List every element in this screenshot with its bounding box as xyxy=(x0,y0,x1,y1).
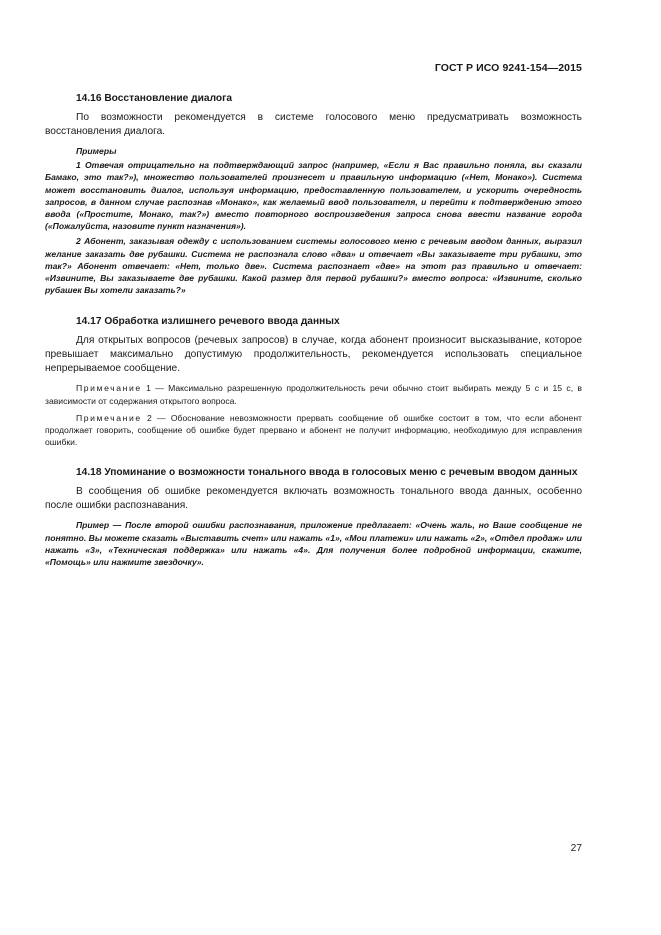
example-1: 1 Отвечая отрицательно на подтверждающий запрос (например, «Если я Вас правильно поняла, вы сказали Бамако, это так?»), множество пользователей произнесет и правильную информацию («Нет, Монако»). Система может восстановить диалог, используя информацию, предоставленную пользователем, и ускорить очередность запросов, в данном случае распознав «Монако», как желаемый ввод пользователя, и перейти к подтверждению этого ввода («Простите, Монако, так?») вместо повторного воспроизведения запроса снова ввести название города («Пожалуйста, назовите пункт назначения»). xyxy=(45,160,582,232)
section-14-18 xyxy=(45,466,582,568)
section-title: 14.17 Обработка излишнего речевого ввода данных xyxy=(76,316,340,328)
section-14-16 xyxy=(45,92,582,296)
note-label: Примечание xyxy=(76,412,142,423)
examples-label: Примеры xyxy=(76,146,117,156)
section-title: 14.16 Восстановление диалога xyxy=(76,93,233,104)
paragraph: Для открытых вопросов (речевых запросов) в случае, когда абонент произносит высказывание, которое превышает максимально допустимую продолжительность, рекомендуется использовать специальное непрерываемое сообщение. xyxy=(45,335,582,375)
paragraph: По возможности рекомендуется в системе голосового меню предусматривать возможность восстановления диалога. xyxy=(45,112,582,137)
note-text: 1 — Максимально разрешенную продолжительность речи обычно стоит выбирать между 5 с и 15 с, в зависимости от содержания открытого вопроса. xyxy=(45,383,582,406)
page-content xyxy=(45,92,582,568)
document-header: ГОСТ Р ИСО 9241-154—2015 xyxy=(434,62,582,74)
note-text: 2 — Обоснование невозможности прервать сообщение об ошибке состоит в том, что если абонент продолжает говорить, сообщение об ошибке будет прервано и абонент не получит информацию, необходимую для исправления ошибки. xyxy=(45,412,582,448)
section-14-17 xyxy=(45,315,582,448)
page-number: 27 xyxy=(570,843,582,854)
example: Пример — После второй ошибки распознавания, приложение предлагает: «Очень жаль, но Ваше сообщение не понятно. Вы можете сказать «Выставить счет» или нажать «1», «Мои платежи» или нажать «2», «Отдел продаж» или нажать «3», «Техническая поддержка» или нажать «4». Для получения более подробной информации, скажите, «Помощь» или нажмите звездочку». xyxy=(45,520,582,568)
section-title: 14.18 Упоминание о возможности тонального ввода в голосовых меню с речевым вводом данных xyxy=(76,467,578,479)
note-1 xyxy=(45,382,582,406)
example-2: 2 Абонент, заказывая одежду с использованием системы голосового меню с речевым вводом данных, выразил желание заказать две рубашки. Система не распознала слово «два» и отвечает «Вы заказываете три рубашки, это так?» Абонент отвечает: «Нет, только две». Система распознает «две» на этот раз правильно и отвечает: «Извините, Вы заказываете две рубашки. Какой размер для первой рубашки?» вместо вопроса: «Извините, сколько рубашек Вы хотели заказать?» xyxy=(45,236,582,296)
note-label: Примечание xyxy=(76,383,142,394)
paragraph: В сообщения об ошибке рекомендуется включать возможность тонального ввода данных, особенно после ошибки распознавания. xyxy=(45,486,582,512)
note-2 xyxy=(45,412,582,449)
